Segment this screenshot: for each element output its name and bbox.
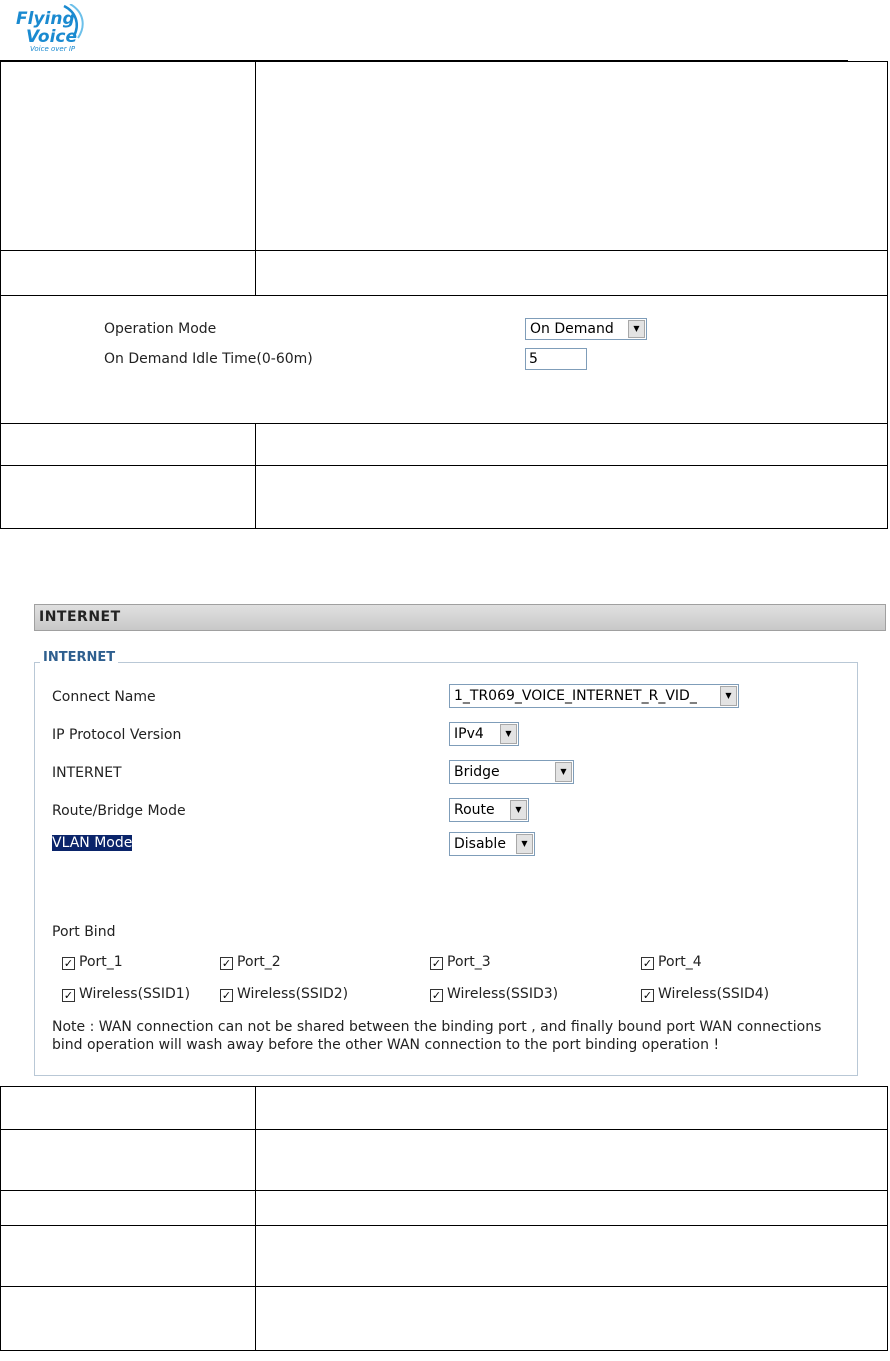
port-1-checkbox[interactable] [62, 954, 123, 970]
port-3-checkbox[interactable] [430, 954, 491, 970]
table-cell [256, 1226, 888, 1287]
operation-mode-value: On Demand [530, 320, 614, 337]
checkbox-checked-icon: ✓ [642, 989, 653, 1002]
table-row [1, 466, 888, 529]
table-cell [256, 1087, 888, 1130]
checkbox-checked-icon: ✓ [642, 957, 653, 970]
checkbox-checked-icon: ✓ [63, 989, 74, 1002]
chevron-down-icon: ▼ [628, 320, 645, 338]
table-row [1, 1087, 888, 1130]
logo-line-1: Flying [16, 9, 75, 29]
operation-mode-select[interactable] [525, 318, 647, 340]
table-cell [1, 466, 256, 529]
table-row [1, 251, 888, 296]
checkbox-checked-icon: ✓ [431, 989, 442, 1002]
internet-fieldset [34, 662, 858, 1076]
port-4-label: Port_4 [658, 954, 702, 970]
ip-protocol-value: IPv4 [454, 726, 484, 742]
port-4-checkbox[interactable] [641, 954, 702, 970]
internet-value: Bridge [454, 764, 500, 780]
internet-select[interactable] [449, 760, 574, 784]
table-cell [1, 424, 256, 466]
port-2-label: Port_2 [237, 954, 281, 970]
table-cell [1, 1087, 256, 1130]
table-cell [1, 1226, 256, 1287]
port-bind-label: Port Bind [52, 924, 116, 940]
chevron-down-icon: ▼ [720, 686, 737, 706]
table-row [1, 1226, 888, 1287]
operation-mode-screenshot [1, 297, 887, 423]
table-cell [256, 466, 888, 529]
vlan-mode-label: VLAN Mode [52, 835, 133, 851]
wireless-ssid2-checkbox[interactable] [220, 986, 348, 1002]
wireless-ssid2-label: Wireless(SSID2) [237, 986, 349, 1002]
route-bridge-select[interactable] [449, 798, 529, 822]
table-cell [256, 251, 888, 296]
wireless-ssid1-label: Wireless(SSID1) [79, 986, 191, 1002]
route-bridge-label: Route/Bridge Mode [52, 803, 186, 819]
panel-title: INTERNET [34, 604, 886, 631]
chevron-down-icon: ▼ [510, 800, 527, 820]
table-cell [1, 1287, 256, 1351]
table-cell [256, 424, 888, 466]
wireless-ssid3-checkbox[interactable] [430, 986, 558, 1002]
top-table [0, 61, 888, 529]
logo-tagline: Voice over IP [30, 45, 76, 53]
checkbox-checked-icon: ✓ [431, 957, 442, 970]
connect-name-select[interactable] [449, 684, 739, 708]
figure-cell [1, 296, 888, 424]
idle-time-value: 5 [529, 350, 538, 367]
chevron-down-icon: ▼ [516, 834, 533, 854]
wireless-ssid3-label: Wireless(SSID3) [447, 986, 559, 1002]
table-cell [1, 62, 256, 251]
port-1-label: Port_1 [79, 954, 123, 970]
port-2-checkbox[interactable] [220, 954, 281, 970]
chevron-down-icon: ▼ [555, 762, 572, 782]
connect-name-value: 1_TR069_VOICE_INTERNET_R_VID_ [454, 688, 697, 704]
port-3-label: Port_3 [447, 954, 491, 970]
operation-mode-label: Operation Mode [104, 320, 217, 337]
table-cell [256, 1191, 888, 1226]
connect-name-label: Connect Name [52, 689, 156, 705]
table-row [1, 62, 888, 251]
vlan-mode-select[interactable] [449, 832, 535, 856]
chevron-down-icon: ▼ [500, 724, 517, 744]
checkbox-checked-icon: ✓ [63, 957, 74, 970]
wireless-ssid4-checkbox[interactable] [641, 986, 769, 1002]
table-cell [256, 1287, 888, 1351]
port-bind-note: Note : WAN connection can not be shared between the binding port , and finally bound port WAN connections bind operation will wash away before the other WAN connection to the port binding operation ! [52, 1019, 822, 1053]
bottom-table [0, 1086, 888, 1351]
table-cell [1, 1191, 256, 1226]
idle-time-label: On Demand Idle Time(0-60m) [104, 350, 313, 367]
ip-protocol-label: IP Protocol Version [52, 727, 182, 743]
table-cell [1, 251, 256, 296]
table-cell [256, 1130, 888, 1191]
table-row [1, 424, 888, 466]
wireless-ssid1-checkbox[interactable] [62, 986, 190, 1002]
route-bridge-value: Route [454, 802, 495, 818]
table-cell [1, 1130, 256, 1191]
logo-line-2: Voice [26, 27, 78, 47]
checkbox-checked-icon: ✓ [221, 957, 232, 970]
table-row [1, 1130, 888, 1191]
table-row [1, 1191, 888, 1226]
table-row [1, 1287, 888, 1351]
vlan-mode-value: Disable [454, 836, 506, 852]
table-row [1, 296, 888, 424]
checkbox-checked-icon: ✓ [221, 989, 232, 1002]
table-cell [256, 62, 888, 251]
ip-protocol-select[interactable] [449, 722, 519, 746]
fieldset-legend: INTERNET [40, 650, 118, 665]
flying-voice-logo [14, 4, 88, 56]
internet-panel-screenshot [34, 604, 886, 1076]
internet-label: INTERNET [52, 765, 122, 781]
wireless-ssid4-label: Wireless(SSID4) [658, 986, 770, 1002]
idle-time-input[interactable] [525, 348, 587, 370]
